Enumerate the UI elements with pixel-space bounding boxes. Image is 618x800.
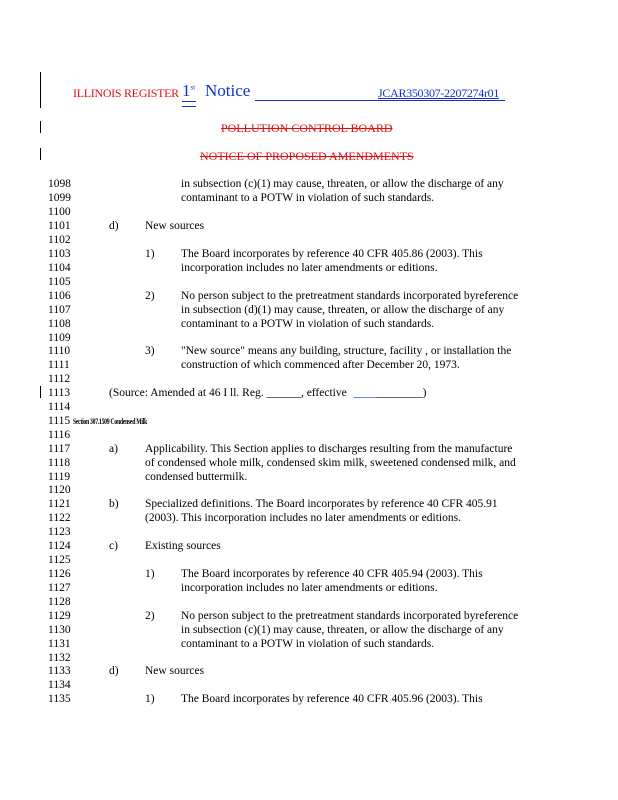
paragraph-line: of condensed whole milk, condensed skim milk, sweetened condensed milk, and <box>145 457 516 469</box>
line-number: 1102 <box>48 234 71 246</box>
subsection-marker: c) <box>109 540 118 552</box>
change-bar <box>40 121 41 133</box>
section-heading-text: Section 307.1509 Condensed Milk <box>73 417 147 426</box>
effective-date-close: ________) <box>376 387 427 399</box>
line-number: 1106 <box>48 290 71 302</box>
line-number: 1126 <box>48 568 71 580</box>
line-number: 1124 <box>48 540 71 552</box>
line-number: 1135 <box>48 693 71 705</box>
line-number: 1123 <box>48 526 71 538</box>
paragraph-line: contaminant to a POTW in violation of such standards. <box>181 638 435 650</box>
line-number: 1133 <box>48 665 71 677</box>
page-number-one: 1 <box>182 81 191 100</box>
line-number: 1119 <box>48 471 71 483</box>
change-bar <box>40 386 41 398</box>
line-number: 1125 <box>48 554 71 566</box>
line-number: 1122 <box>48 512 71 524</box>
line-number: 1104 <box>48 262 71 274</box>
line-number: 1101 <box>48 220 71 232</box>
line-number: 1134 <box>48 679 71 691</box>
paragraph-line: "New source" means any building, structure, facility , or installation the <box>181 345 512 357</box>
item-marker: 1) <box>145 248 155 260</box>
paragraph-line: The Board incorporates by reference 40 CFR 405.86 (2003). This <box>181 248 483 260</box>
line-number: 1118 <box>48 457 71 469</box>
line-number: 1111 <box>48 359 70 371</box>
page-number-suffix: st <box>190 83 196 92</box>
subsection-marker: b) <box>109 498 119 510</box>
line-number: 1108 <box>48 318 71 330</box>
line-number: 1116 <box>48 429 71 441</box>
line-number: 1112 <box>48 373 71 385</box>
paragraph-line: in subsection (c)(1) may cause, threaten, or allow the discharge of any <box>181 624 504 636</box>
line-number: 1105 <box>48 276 71 288</box>
paragraph-line: Specialized definitions. The Board incorporates by reference 40 CFR 405.91 <box>145 498 498 510</box>
board-name: POLLUTION CONTROL BOARD <box>221 121 393 135</box>
page-number <box>182 81 195 101</box>
change-bar <box>40 148 41 160</box>
paragraph-line: No person subject to the pretreatment standards incorporated byreference <box>181 290 519 302</box>
paragraph-line: (2003). This incorporation includes no later amendments or editions. <box>145 512 461 524</box>
notice-heading: NOTICE OF PROPOSED AMENDMENTS <box>200 149 414 163</box>
paragraph-line: construction of which commenced after December 20, 1973. <box>181 359 460 371</box>
paragraph-line: condensed buttermilk. <box>145 471 248 483</box>
paragraph-line: in subsection (c)(1) may cause, threaten, or allow the discharge of any <box>181 178 504 190</box>
section-heading <box>73 415 176 428</box>
subsection-marker: d) <box>109 220 119 232</box>
subsection-marker: a) <box>109 443 118 455</box>
line-number: 1132 <box>48 652 71 664</box>
line-number: 1098 <box>48 178 71 190</box>
register-title: ILLINOIS REGISTER <box>73 86 179 100</box>
paragraph-line: Applicability. This Section applies to discharges resulting from the manufacture <box>145 443 513 455</box>
item-marker: 2) <box>145 290 155 302</box>
line-number: 1114 <box>48 401 71 413</box>
paragraph-line: The Board incorporates by reference 40 CFR 405.96 (2003). This <box>181 693 483 705</box>
item-marker: 1) <box>145 693 155 705</box>
line-number: 1131 <box>48 638 71 650</box>
item-marker: 1) <box>145 568 155 580</box>
subsection-heading: New sources <box>145 665 205 677</box>
subsection-heading: New sources <box>145 220 205 232</box>
line-number: 1120 <box>48 484 71 496</box>
notice-label: Notice <box>205 81 251 100</box>
line-number: 1113 <box>48 387 71 399</box>
item-marker: 2) <box>145 610 155 622</box>
item-marker: 3) <box>145 345 155 357</box>
paragraph-line: No person subject to the pretreatment standards incorporated byreference <box>181 610 519 622</box>
line-number: 1110 <box>48 345 71 357</box>
effective-date-blank: ____ <box>353 387 377 399</box>
paragraph-line: incorporation includes no later amendments or editions. <box>181 262 438 274</box>
line-number: 1121 <box>48 498 71 510</box>
subsection-heading: Existing sources <box>145 540 221 552</box>
line-number: 1128 <box>48 596 71 608</box>
line-number: 1127 <box>48 582 71 594</box>
paragraph-line: The Board incorporates by reference 40 CFR 405.94 (2003). This <box>181 568 483 580</box>
paragraph-line: in subsection (d)(1) may cause, threaten, or allow the discharge of any <box>181 304 505 316</box>
line-number: 1107 <box>48 304 71 316</box>
line-number: 1103 <box>48 248 71 260</box>
source-note <box>109 386 426 400</box>
line-number: 1115 <box>48 415 71 427</box>
line-number: 1099 <box>48 192 71 204</box>
line-number: 1100 <box>48 206 71 218</box>
paragraph-line: incorporation includes no later amendments or editions. <box>181 582 438 594</box>
page-number-underline <box>182 101 196 102</box>
line-number: 1130 <box>48 624 71 636</box>
paragraph-line: contaminant to a POTW in violation of such standards. <box>181 192 435 204</box>
line-number: 1117 <box>48 443 71 455</box>
source-note-text: (Source: Amended at 46 I ll. Reg. ______, effective <box>109 387 347 399</box>
subsection-marker: d) <box>109 665 119 677</box>
line-number: 1109 <box>48 332 71 344</box>
page-number-underline <box>182 106 196 107</box>
change-bar <box>40 72 41 108</box>
line-number: 1129 <box>48 610 71 622</box>
paragraph-line: contaminant to a POTW in violation of such standards. <box>181 318 435 330</box>
jcar-id: JCAR350307-2207274r01 <box>378 86 500 100</box>
